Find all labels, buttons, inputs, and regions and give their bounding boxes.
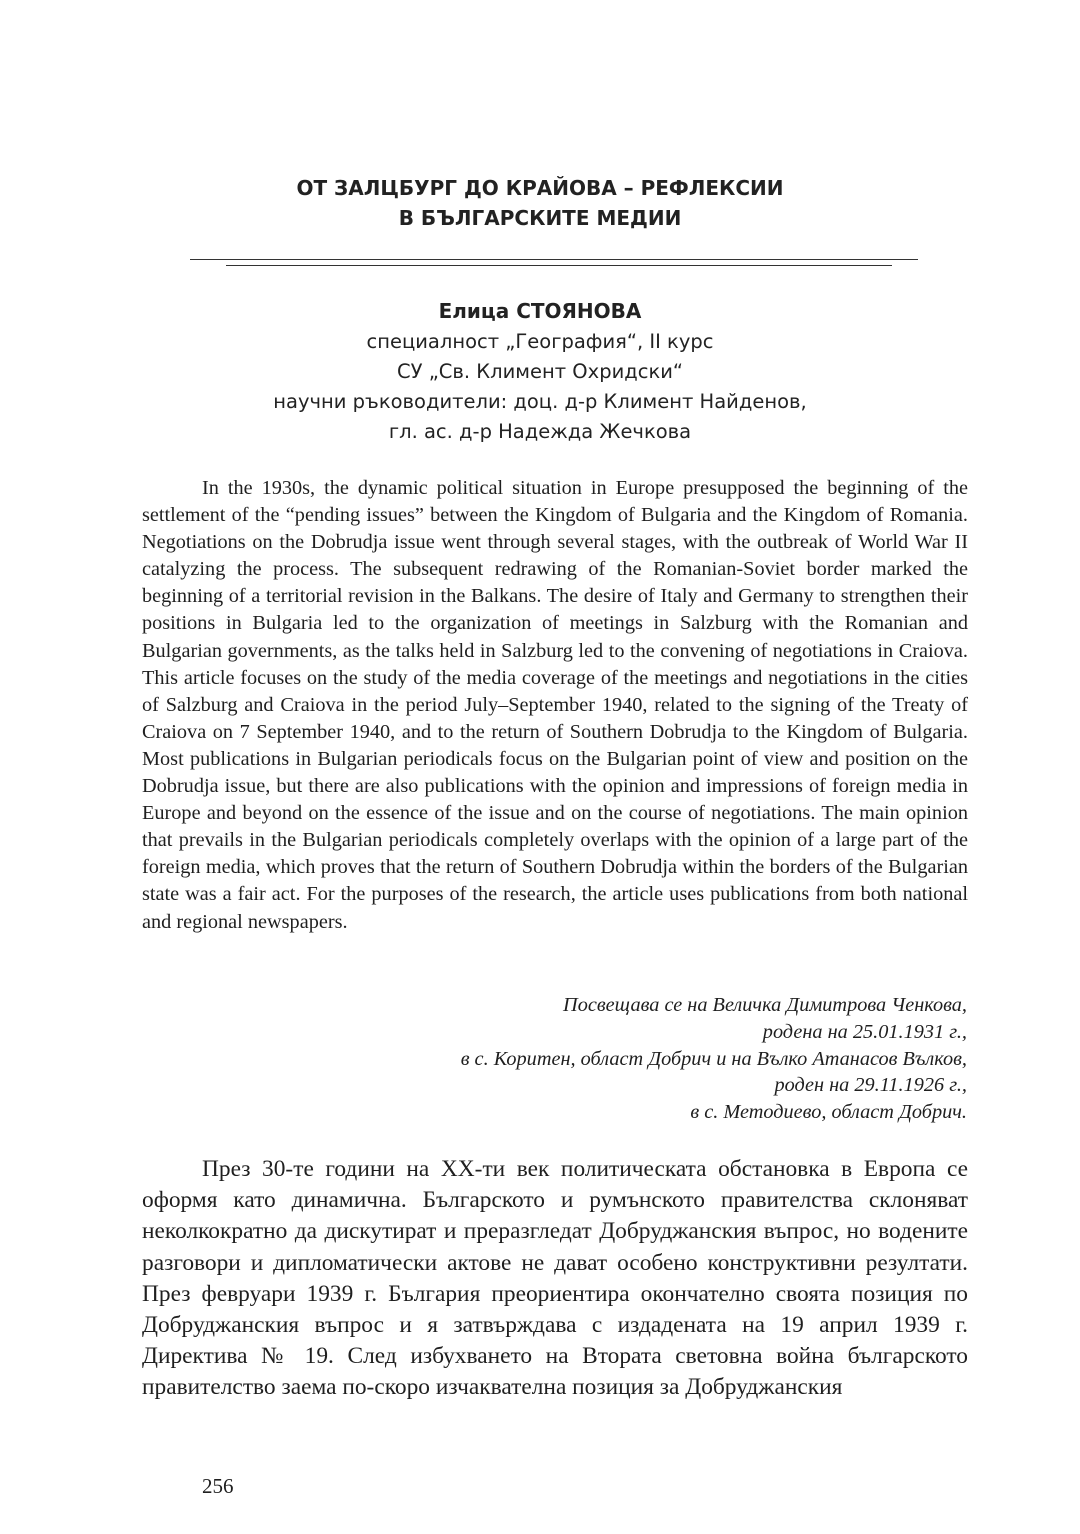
- body-text: [142, 1154, 968, 1404]
- dedication-line: Посвещава се на Величка Димитрова Ченкова,: [563, 994, 967, 1016]
- dedication-line: в с. Методиево, област Добрич.: [690, 1101, 967, 1124]
- dedication: [300, 992, 967, 1126]
- title-line-1: ОТ ЗАЛЦБУРГ ДО КРАЙОВА – РЕФЛЕКСИИ: [296, 176, 784, 200]
- author-university: СУ „Св. Климент Охридски“: [397, 360, 683, 383]
- author-name: Елица СТОЯНОВА: [438, 299, 642, 323]
- abstract-paragraph: In the 1930s, the dynamic political situation in Europe presupposed the beginning of the settlement of the “pending issues” between the Kingdom of Bulgaria and the Kingdom of Romania. Negotiations on the Dobrudja issue went through several stages, with the outbreak of World War II catalyzing the process. The subsequent redrawing of the Romanian-Soviet border marked the beginning of a territorial revision in the Balkans. The desire of Italy and Germany to strengthen their positions in Bulgaria led to the organization of meetings in Salzburg with the Romanian and Bulgarian governments, as the talks held in Salzburg led to the convening of negotiations in Craiova. This article focuses on the study of the media coverage of the meetings and negotiations in the cities of Salzburg and Craiova in the period July–September 1940, related to the signing of the Treaty of Craiova on 7 September 1940, and to the return of Southern Dobrudja to the Kingdom of Bulgaria. Most publications in Bulgarian periodicals focus on the Bulgarian point of view and position on the Dobrudja issue, but there are also publications with the opinion and impressions of foreign media in Europe and beyond on the essence of the issue and on the course of negotiations. The main opinion that prevails in the Bulgarian periodicals completely overlaps with the opinion of a large part of the foreign media, which proves that the return of Southern Dobrudja within the borders of the Bulgarian state was a fair act. For the purposes of the research, the article uses publications from both national and regional newspapers.: [142, 477, 968, 933]
- author-specialty: специалност „География“, II курс: [366, 330, 714, 353]
- author-supervisors-2: гл. ас. д-р Надежда Жечкова: [388, 420, 692, 443]
- title-divider-lower: [226, 265, 892, 266]
- author-supervisors-1: научни ръководители: доц. д-р Климент Найденов,: [273, 390, 807, 413]
- author-block: [150, 296, 930, 447]
- title-divider-upper: [190, 259, 918, 260]
- dedication-line: в с. Коритен, област Добрич и на Вълко Атанасов Вълков,: [460, 1047, 967, 1070]
- article-title: [150, 173, 930, 233]
- page-number: 256: [202, 1474, 234, 1498]
- abstract: [142, 475, 968, 936]
- title-line-2: В БЪЛГАРСКИТЕ МЕДИИ: [398, 206, 682, 230]
- dedication-line: роден на 29.11.1926 г.,: [774, 1074, 967, 1097]
- body-paragraph: През 30-те години на XX-ти век политическата обстановка в Европа се оформя като динамична. Българското и румънското правителства склоняват неколкократно да дискутират и преразгледат Добруджанския въпрос, но водените разговори и дипломатически актове не дават особено конструктивни резултати. През февруари 1939 г. България преориентира окончателно своята позиция по Добруджанския въпрос и я затвърждава с издадената на 19 април 1939 г. Директива № 19. След избухването на Втората световна война българското правителство заема по-скоро изчаквателна позиция за Добруджанския: [142, 1156, 968, 1401]
- dedication-line: родена на 25.01.1931 г.,: [762, 1020, 967, 1043]
